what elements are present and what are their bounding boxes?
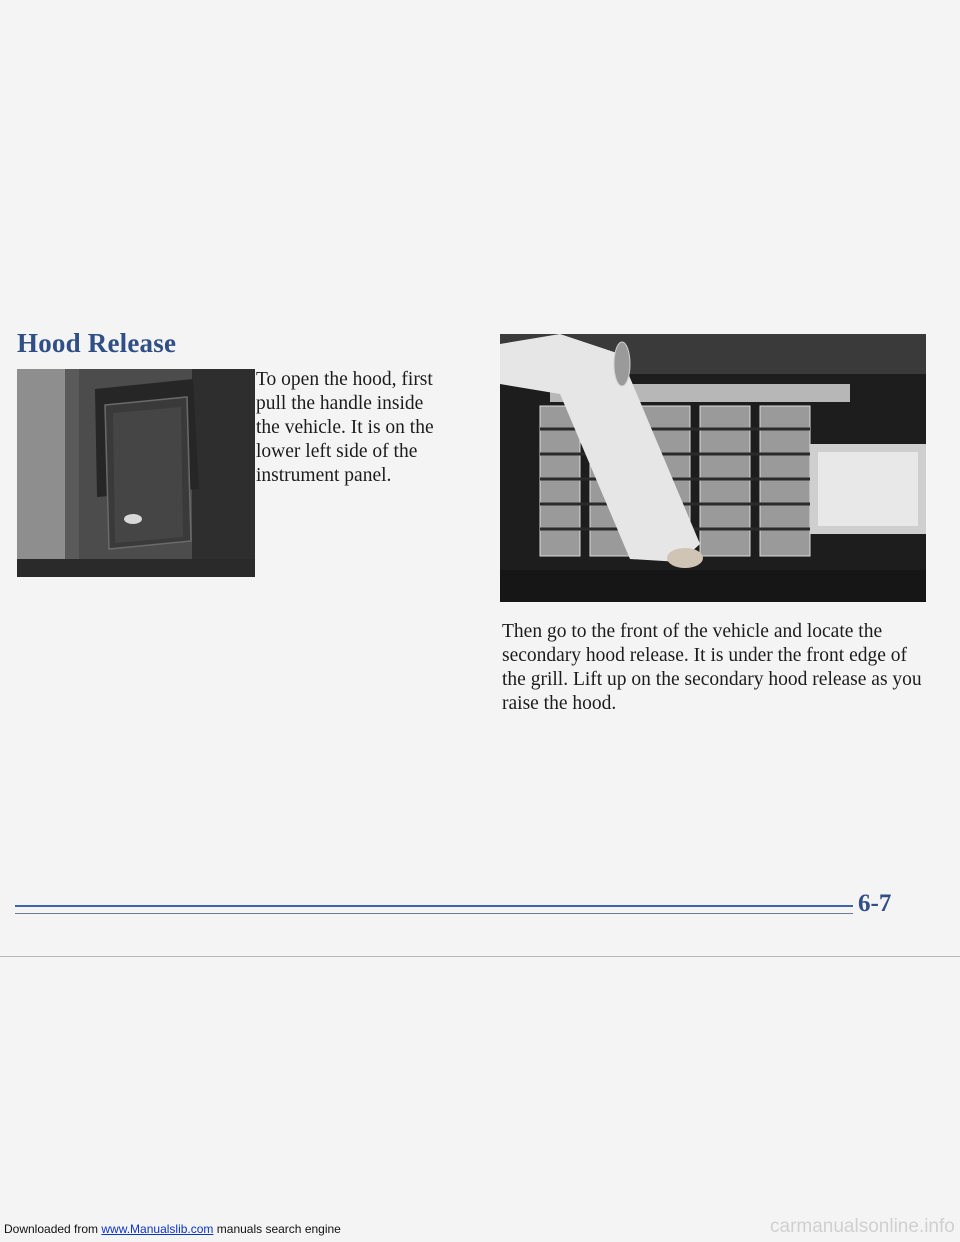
page-bottom-rule <box>0 956 960 957</box>
watermark: carmanualsonline.info <box>770 1216 955 1237</box>
hood-release-handle-photo <box>17 369 255 577</box>
footer-rule-blue <box>15 905 853 907</box>
footer-suffix: manuals search engine <box>213 1222 341 1236</box>
footer-rule-gray <box>15 913 853 914</box>
intro-paragraph: To open the hood, first pull the handle inside the vehicle. It is on the lower left side of the instrument panel. <box>256 369 434 486</box>
manualslib-link[interactable]: www.Manualslib.com <box>101 1222 214 1236</box>
download-footer <box>4 1222 341 1236</box>
footer-prefix: Downloaded from <box>4 1222 102 1236</box>
grill-secondary-release-photo <box>500 334 926 602</box>
section-title: Hood Release <box>17 328 177 358</box>
page-number: 6-7 <box>858 890 892 917</box>
secondary-release-paragraph: Then go to the front of the vehicle and locate the secondary hood release. It is under the front edge of the grill. Lift up on the secondary hood release as you raise the hood. <box>502 621 922 714</box>
